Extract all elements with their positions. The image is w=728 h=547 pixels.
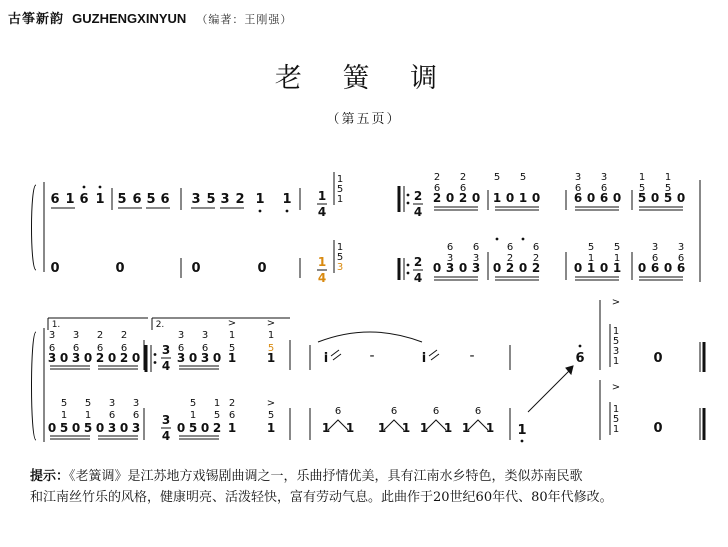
right-hand-note: 3 bbox=[47, 351, 57, 365]
book-title-pinyin: GUZHENGXINYUN bbox=[72, 11, 187, 26]
left-hand-note: 0 bbox=[119, 421, 129, 435]
right-hand-chord-note: 0 bbox=[676, 191, 686, 205]
low-octave-dot bbox=[259, 210, 262, 213]
time-signature-two-four-bottom: 4 bbox=[413, 205, 423, 219]
right-hand-chord-note-mid: 5 bbox=[664, 183, 672, 194]
left-hand-note: 5 bbox=[83, 421, 93, 435]
left-hand-chord-note: 1 bbox=[612, 261, 622, 275]
right-hand-chord-note: 2 bbox=[432, 191, 442, 205]
repeat-dot bbox=[407, 194, 410, 197]
high-octave-dot bbox=[579, 345, 582, 348]
left-hand-chord-note-upper: 6 bbox=[446, 242, 454, 253]
chord-upper-note: 3 bbox=[201, 330, 209, 341]
arpeggio-peak-note: 6 bbox=[474, 406, 482, 417]
right-hand-chord-note: 0 bbox=[612, 191, 622, 205]
right-hand-note: 0 bbox=[131, 351, 141, 365]
chord-lower-note: 1 bbox=[336, 242, 344, 253]
time-signature-one-four-lower-top: 1 bbox=[317, 255, 327, 269]
right-hand-note: 2 bbox=[119, 351, 129, 365]
glissando-arrow bbox=[528, 368, 572, 412]
left-hand-chord-note-mid: 2 bbox=[506, 253, 514, 264]
right-hand-note: 0 bbox=[83, 351, 93, 365]
left-hand-chord-note: 0 bbox=[432, 261, 442, 275]
chord-upper-note: 3 bbox=[108, 398, 116, 409]
book-title: 古筝新韵 bbox=[8, 12, 65, 27]
chord-mid-note: 5 bbox=[213, 410, 221, 421]
left-hand-chord-note-mid: 6 bbox=[651, 253, 659, 264]
left-hand-note: 0 bbox=[71, 421, 81, 435]
final-chord-lower-note: 1 bbox=[612, 424, 620, 435]
right-hand-note: 2 bbox=[235, 192, 245, 207]
accent-mark: > bbox=[266, 318, 276, 329]
left-hand-chord-note-mid: 3 bbox=[446, 253, 454, 264]
score-notation bbox=[32, 172, 705, 443]
left-hand-chord-note: 0 bbox=[637, 261, 647, 275]
chord-upper-note: 5 bbox=[60, 398, 68, 409]
chord-lower-note: 3 bbox=[336, 262, 344, 273]
arpeggio-note: 1 bbox=[345, 421, 355, 435]
left-hand-chord-note: 0 bbox=[573, 261, 583, 275]
left-hand-chord-note: 2 bbox=[505, 261, 515, 275]
sustain-dash: - bbox=[469, 348, 475, 364]
right-hand-note: 1 bbox=[65, 192, 75, 207]
right-hand-chord-note: 5 bbox=[663, 191, 673, 205]
chord-upper-note: 3 bbox=[48, 330, 56, 341]
right-hand-note: 3 bbox=[71, 351, 81, 365]
right-hand-note: 1 bbox=[227, 351, 237, 365]
tremolo-stroke bbox=[429, 350, 437, 356]
note-line-1: 《老簧调》是江苏地方戏锡剧曲调之一，乐曲抒情优美，具有江南水乡特色，类似苏南民歌 bbox=[69, 469, 583, 484]
second-ending-label: 2. bbox=[155, 320, 165, 330]
left-hand-chord-note-upper: 5 bbox=[613, 242, 621, 253]
left-hand-chord-note: 0 bbox=[458, 261, 468, 275]
tremolo-stroke bbox=[333, 354, 341, 360]
right-hand-chord-note-mid: 6 bbox=[459, 183, 467, 194]
chord-mid-note: 6 bbox=[108, 410, 116, 421]
repeat-dot bbox=[407, 202, 410, 205]
left-hand-chord-note-upper: 6 bbox=[532, 242, 540, 253]
left-hand-chord-note-upper: 6 bbox=[472, 242, 480, 253]
right-hand-note: 3 bbox=[191, 192, 201, 207]
low-octave-dot bbox=[286, 210, 289, 213]
note-line-2: 和江南丝竹乐的风格，健康明亮、活泼轻快，富有劳动气息。此曲作于20世纪60年代、80年代修改。 bbox=[30, 490, 613, 505]
right-hand-note: 6 bbox=[79, 192, 89, 207]
left-hand-chord-note: 6 bbox=[650, 261, 660, 275]
chord-lower-note: 5 bbox=[336, 252, 344, 263]
right-hand-chord-note: 1 bbox=[518, 191, 528, 205]
system-brace-1 bbox=[32, 185, 37, 270]
chord-upper-note: 2 bbox=[120, 330, 128, 341]
chord-mid-note: 1 bbox=[84, 410, 92, 421]
right-hand-chord-note-mid: 6 bbox=[433, 183, 441, 194]
arpeggio-note: 1 bbox=[321, 421, 331, 435]
right-hand-note: 5 bbox=[146, 192, 156, 207]
arpeggio-note: 1 bbox=[419, 421, 429, 435]
left-hand-chord-note-upper: 3 bbox=[677, 242, 685, 253]
left-hand-chord-note: 0 bbox=[599, 261, 609, 275]
arpeggio-peak-note: 6 bbox=[390, 406, 398, 417]
right-hand-chord-note-mid: 6 bbox=[600, 183, 608, 194]
right-hand-note: 1 bbox=[255, 192, 265, 207]
chord-mid-note: 1 bbox=[189, 410, 197, 421]
repeat-dot bbox=[154, 353, 157, 356]
chord-mid-note: 6 bbox=[177, 343, 185, 354]
chord-mid-note: 5 bbox=[267, 343, 275, 354]
arpeggio-note: 1 bbox=[443, 421, 453, 435]
left-hand-chord-note-mid: 1 bbox=[587, 253, 595, 264]
chord-mid-note: 6 bbox=[72, 343, 80, 354]
chord-upper-note: 1 bbox=[228, 330, 236, 341]
right-hand-note: 1 bbox=[282, 192, 292, 207]
editor-credit: （编著：王刚强） bbox=[196, 13, 293, 26]
left-hand-chord-note: 3 bbox=[445, 261, 455, 275]
tremolo-stroke bbox=[331, 350, 339, 356]
tremolo-note: i bbox=[421, 351, 427, 366]
time-signature-two-four-top: 2 bbox=[413, 189, 423, 203]
first-ending-label: 1. bbox=[51, 320, 61, 330]
page-label: （第五页） bbox=[326, 112, 402, 127]
time-signature-three-four-lower-top: 3 bbox=[161, 413, 171, 427]
right-hand-chord-note-upper: 2 bbox=[433, 172, 441, 183]
final-chord-lower-note: 1 bbox=[612, 404, 620, 415]
time-signature-three-four-lower-bottom: 4 bbox=[161, 429, 171, 443]
low-octave-dot bbox=[521, 440, 524, 443]
final-chord-lower-note: 5 bbox=[612, 414, 620, 425]
time-signature-three-four-bottom: 4 bbox=[161, 359, 171, 373]
chord-upper-note: 3 bbox=[177, 330, 185, 341]
accent-mark: > bbox=[611, 297, 621, 308]
left-hand-chord-note: 2 bbox=[531, 261, 541, 275]
right-hand-note: 5 bbox=[206, 192, 216, 207]
right-hand-chord-note: 0 bbox=[445, 191, 455, 205]
right-hand-chord-note-upper: 2 bbox=[459, 172, 467, 183]
left-hand-chord-note-mid: 2 bbox=[532, 253, 540, 264]
right-hand-note: 0 bbox=[188, 351, 198, 365]
chord-mid-note: 6 bbox=[228, 410, 236, 421]
right-hand-chord-note-mid: 5 bbox=[638, 183, 646, 194]
accent-mark: > bbox=[611, 382, 621, 393]
left-hand-rest: 0 bbox=[191, 261, 201, 276]
sustain-dash: - bbox=[369, 348, 375, 364]
chord-mid-note: 6 bbox=[201, 343, 209, 354]
sustained-note: 6 bbox=[575, 351, 585, 366]
chord-upper-note: 2 bbox=[228, 398, 236, 409]
chord-upper-note: 5 bbox=[189, 398, 197, 409]
left-hand-rest: 0 bbox=[257, 261, 267, 276]
left-hand-note: 3 bbox=[131, 421, 141, 435]
right-hand-note: 0 bbox=[59, 351, 69, 365]
right-hand-note: 0 bbox=[107, 351, 117, 365]
system-brace-2 bbox=[32, 332, 37, 440]
slur-line bbox=[318, 332, 422, 342]
left-hand-chord-note: 1 bbox=[586, 261, 596, 275]
right-hand-note: 3 bbox=[220, 192, 230, 207]
chord-upper-note: 1 bbox=[213, 398, 221, 409]
right-hand-chord-note: 5 bbox=[637, 191, 647, 205]
high-octave-dot bbox=[99, 186, 102, 189]
right-hand-note: 6 bbox=[132, 192, 142, 207]
chord-mid-note: 6 bbox=[48, 343, 56, 354]
left-hand-chord-note-upper: 3 bbox=[651, 242, 659, 253]
arpeggio-peak-note: 6 bbox=[334, 406, 342, 417]
right-hand-note: 6 bbox=[50, 192, 60, 207]
right-hand-note: 0 bbox=[212, 351, 222, 365]
left-hand-rest: 0 bbox=[115, 261, 125, 276]
left-hand-chord-note-upper: 6 bbox=[506, 242, 514, 253]
left-hand-note: 3 bbox=[107, 421, 117, 435]
left-hand-chord-note-mid: 6 bbox=[677, 253, 685, 264]
arpeggio-note: 1 bbox=[461, 421, 471, 435]
final-chord-upper-note: 3 bbox=[612, 346, 620, 357]
time-signature-one-four-bottom: 4 bbox=[317, 205, 327, 219]
high-octave-dot bbox=[83, 186, 86, 189]
tremolo-note: i bbox=[323, 351, 329, 366]
sustained-low-note: 1 bbox=[517, 423, 527, 438]
right-hand-chord-note: 0 bbox=[531, 191, 541, 205]
final-chord-upper-note: 1 bbox=[612, 356, 620, 367]
right-hand-chord-note: 0 bbox=[471, 191, 481, 205]
chord-upper-note: 1 bbox=[336, 194, 344, 205]
left-hand-note: 2 bbox=[212, 421, 222, 435]
right-hand-note: 1 bbox=[266, 351, 276, 365]
chord-upper-note: 5 bbox=[84, 398, 92, 409]
right-hand-chord-note: 1 bbox=[492, 191, 502, 205]
repeat-dot bbox=[407, 272, 410, 275]
chord-mid-note: 5 bbox=[228, 343, 236, 354]
right-hand-chord-note-upper: 1 bbox=[664, 172, 672, 183]
right-hand-chord-note-upper: 3 bbox=[574, 172, 582, 183]
left-hand-note: 0 bbox=[200, 421, 210, 435]
left-hand-note: 0 bbox=[95, 421, 105, 435]
chord-upper-note: 2 bbox=[96, 330, 104, 341]
left-hand-note: 1 bbox=[266, 421, 276, 435]
tremolo-stroke bbox=[431, 354, 439, 360]
right-hand-chord-note-upper: 3 bbox=[600, 172, 608, 183]
right-hand-chord-note-upper: 1 bbox=[638, 172, 646, 183]
chord-upper-note: 1 bbox=[267, 330, 275, 341]
arpeggio-peak-note: 6 bbox=[432, 406, 440, 417]
high-octave-dot bbox=[522, 238, 525, 241]
time-signature-two-four-lower-bottom: 4 bbox=[413, 271, 423, 285]
right-hand-chord-note: 6 bbox=[599, 191, 609, 205]
time-signature-one-four-top: 1 bbox=[317, 189, 327, 203]
right-hand-chord-note-upper: 5 bbox=[519, 172, 527, 183]
left-hand-chord-note: 3 bbox=[471, 261, 481, 275]
left-hand-note: 0 bbox=[47, 421, 57, 435]
chord-upper-note: 3 bbox=[132, 398, 140, 409]
final-rest: 0 bbox=[653, 351, 663, 366]
performance-note bbox=[30, 466, 702, 508]
final-rest-lower: 0 bbox=[653, 421, 663, 436]
left-hand-note: 5 bbox=[188, 421, 198, 435]
chord-upper-note: 5 bbox=[336, 184, 344, 195]
accent-mark: > bbox=[266, 398, 276, 409]
right-hand-chord-note: 2 bbox=[458, 191, 468, 205]
right-hand-chord-note: 0 bbox=[505, 191, 515, 205]
left-hand-chord-note: 0 bbox=[518, 261, 528, 275]
right-hand-chord-note: 0 bbox=[586, 191, 596, 205]
left-hand-note: 0 bbox=[176, 421, 186, 435]
left-hand-chord-note-mid: 1 bbox=[613, 253, 621, 264]
left-hand-chord-note: 6 bbox=[676, 261, 686, 275]
left-hand-rest: 0 bbox=[50, 261, 60, 276]
high-octave-dot bbox=[496, 238, 499, 241]
right-hand-note: 2 bbox=[95, 351, 105, 365]
repeat-dot bbox=[407, 264, 410, 267]
time-signature-one-four-lower-bottom: 4 bbox=[317, 271, 327, 285]
right-hand-chord-note: 6 bbox=[573, 191, 583, 205]
final-chord-upper-note: 5 bbox=[612, 336, 620, 347]
right-hand-chord-note: 0 bbox=[650, 191, 660, 205]
chord-mid-note: 6 bbox=[96, 343, 104, 354]
note-label: 提示： bbox=[30, 469, 70, 484]
left-hand-note: 5 bbox=[59, 421, 69, 435]
right-hand-chord-note-mid: 6 bbox=[574, 183, 582, 194]
final-chord-upper-note: 1 bbox=[612, 326, 620, 337]
arpeggio-note: 1 bbox=[485, 421, 495, 435]
time-signature-three-four-top: 3 bbox=[161, 343, 171, 357]
right-hand-chord-note-upper: 5 bbox=[493, 172, 501, 183]
chord-mid-note: 1 bbox=[60, 410, 68, 421]
chord-upper-note: 3 bbox=[72, 330, 80, 341]
arpeggio-note: 1 bbox=[377, 421, 387, 435]
chord-mid-note: 6 bbox=[132, 410, 140, 421]
right-hand-note: 6 bbox=[160, 192, 170, 207]
time-signature-two-four-lower-top: 2 bbox=[413, 255, 423, 269]
right-hand-note: 3 bbox=[176, 351, 186, 365]
right-hand-note: 5 bbox=[117, 192, 127, 207]
left-hand-chord-note-upper: 5 bbox=[587, 242, 595, 253]
piece-title: 老 簧 调 bbox=[274, 63, 454, 94]
left-hand-chord-note-mid: 3 bbox=[472, 253, 480, 264]
repeat-dot bbox=[154, 361, 157, 364]
accent-mark: > bbox=[227, 318, 237, 329]
right-hand-note: 3 bbox=[200, 351, 210, 365]
chord-upper-note: 1 bbox=[336, 174, 344, 185]
left-hand-note: 1 bbox=[227, 421, 237, 435]
chord-mid-note: 6 bbox=[120, 343, 128, 354]
left-hand-chord-note: 0 bbox=[663, 261, 673, 275]
arpeggio-note: 1 bbox=[401, 421, 411, 435]
chord-mid-note: 5 bbox=[267, 410, 275, 421]
left-hand-chord-note: 0 bbox=[492, 261, 502, 275]
right-hand-note: 1 bbox=[95, 192, 105, 207]
